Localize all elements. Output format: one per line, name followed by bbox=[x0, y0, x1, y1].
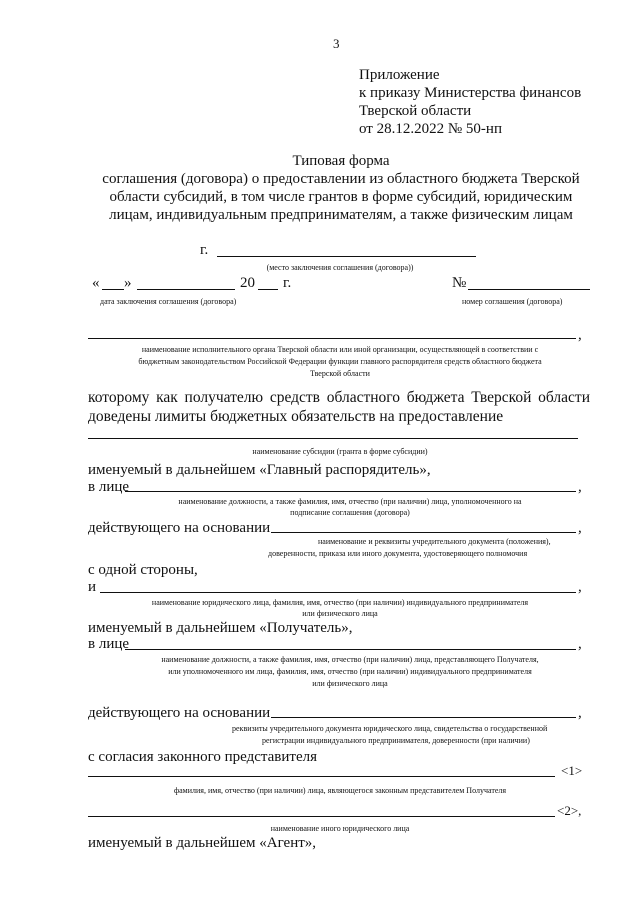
representative-consent: с согласия законного представителя bbox=[88, 749, 318, 765]
appendix-line-4: от 28.12.2022 № 50-нп bbox=[359, 121, 502, 137]
chief-caption-1: наименование должности, а также фамилия, имя, отчество (при наличии) лица, уполномоченного на bbox=[178, 497, 522, 506]
number-field-line[interactable] bbox=[468, 289, 590, 290]
chief-basis-field-line[interactable] bbox=[271, 532, 576, 533]
appendix-line-1: Приложение bbox=[359, 67, 440, 83]
page-number: 3 bbox=[333, 36, 340, 51]
agent-caption: наименование иного юридического лица bbox=[270, 824, 410, 833]
subsidy-caption: наименование субсидии (гранта в форме субсидии) bbox=[252, 447, 428, 456]
appendix-line-2: к приказу Министерства финансов bbox=[359, 85, 582, 101]
year-prefix: 20 bbox=[240, 275, 255, 291]
recipient-basis-field-line[interactable] bbox=[271, 717, 576, 718]
recipient-person-field-line[interactable] bbox=[125, 649, 576, 650]
recipient-person-comma: , bbox=[578, 636, 582, 652]
recipient-basis-comma: , bbox=[578, 705, 582, 721]
date-caption: дата заключения соглашения (договора) bbox=[100, 297, 237, 306]
recipient-basis: действующего на основании bbox=[88, 705, 271, 721]
recipient-in-person: в лице bbox=[88, 636, 130, 652]
place-caption: (место заключения соглашения (договора)) bbox=[266, 263, 414, 272]
title-line-4: лицам, индивидуальным предпринимателям, а также физическим лицам bbox=[109, 207, 573, 223]
date-quote-open: « bbox=[92, 275, 100, 291]
chief-basis: действующего на основании bbox=[88, 520, 271, 536]
chief-basis-caption-2: доверенности, приказа или иного документа, удостоверяющего полномочия bbox=[268, 549, 528, 558]
chief-named: именуемый в дальнейшем «Главный распорядитель», bbox=[88, 462, 431, 478]
chief-side: с одной стороны, bbox=[88, 562, 198, 578]
recipient-person-caption-3: или физического лица bbox=[312, 679, 388, 688]
footnote-2: <2>, bbox=[557, 803, 582, 818]
authority-caption-2: бюджетным законодательством Российской Федерации функции главного распорядителя средств областного бюджета bbox=[138, 357, 542, 366]
limits-line-1: которому как получателю средств областного бюджета Тверской области bbox=[88, 389, 590, 406]
chief-basis-caption-1: наименование и реквизиты учредительного документа (положения), bbox=[318, 537, 551, 546]
chief-person-comma: , bbox=[578, 479, 582, 495]
number-caption: номер соглашения (договора) bbox=[462, 297, 563, 306]
authority-caption-1: наименование исполнительного органа Тверской области или иной организации, осуществляющей в соответствии с bbox=[141, 345, 539, 354]
number-sign: № bbox=[452, 275, 467, 291]
place-field-line[interactable] bbox=[217, 256, 476, 257]
recipient-field-line[interactable] bbox=[100, 592, 576, 593]
month-field-line[interactable] bbox=[137, 289, 235, 290]
chief-basis-comma: , bbox=[578, 520, 582, 536]
representative-field-line[interactable] bbox=[88, 776, 555, 777]
agent-field-line[interactable] bbox=[88, 816, 555, 817]
authority-field-line[interactable] bbox=[88, 338, 576, 339]
footnote-1: <1> bbox=[561, 763, 583, 778]
year-field-line[interactable] bbox=[258, 289, 278, 290]
title-line-3: области субсидий, в том числе грантов в форме субсидий, юридическим bbox=[109, 189, 573, 205]
subsidy-field-line[interactable] bbox=[88, 438, 578, 439]
title-line-1: Типовая форма bbox=[292, 153, 390, 169]
recipient-basis-caption-2: регистрации индивидуального предпринимателя, доверенности (при наличии) bbox=[262, 736, 530, 745]
recipient-basis-caption-1: реквизиты учредительного документа юридического лица, свидетельства о государственной bbox=[232, 724, 548, 733]
recipient-caption-2: или физического лица bbox=[302, 609, 378, 618]
chief-caption-2: подписание соглашения (договора) bbox=[290, 508, 410, 517]
chief-in-person: в лице bbox=[88, 479, 130, 495]
authority-comma: , bbox=[578, 327, 582, 343]
representative-caption: фамилия, имя, отчество (при наличии) лица, являющегося законным представителем Получателя bbox=[173, 786, 507, 795]
place-prefix: г. bbox=[200, 242, 209, 258]
title-line-2: соглашения (договора) о предоставлении из областного бюджета Тверской bbox=[102, 171, 580, 187]
recipient-named: именуемый в дальнейшем «Получатель», bbox=[88, 620, 353, 636]
recipient-and: и bbox=[88, 579, 97, 595]
appendix-line-3: Тверской области bbox=[359, 103, 472, 119]
date-quote-close: » bbox=[124, 275, 132, 291]
authority-caption-3: Тверской области bbox=[310, 369, 370, 378]
chief-person-field-line[interactable] bbox=[125, 491, 576, 492]
agent-named: именуемый в дальнейшем «Агент», bbox=[88, 835, 317, 851]
recipient-caption-1: наименование юридического лица, фамилия, имя, отчество (при наличии) индивидуального предпринимателя bbox=[151, 598, 529, 607]
recipient-person-caption-2: или уполномоченного им лица, фамилия, имя, отчество (при наличии) индивидуального предпринимателя bbox=[168, 667, 532, 676]
recipient-comma: , bbox=[578, 579, 582, 595]
recipient-person-caption-1: наименование должности, а также фамилия, имя, отчество (при наличии) лица, представляющего Получателя, bbox=[161, 655, 539, 664]
limits-line-2: доведены лимиты бюджетных обязательств на предоставление bbox=[88, 408, 504, 425]
year-suffix: г. bbox=[283, 275, 292, 291]
day-field-line[interactable] bbox=[102, 289, 124, 290]
